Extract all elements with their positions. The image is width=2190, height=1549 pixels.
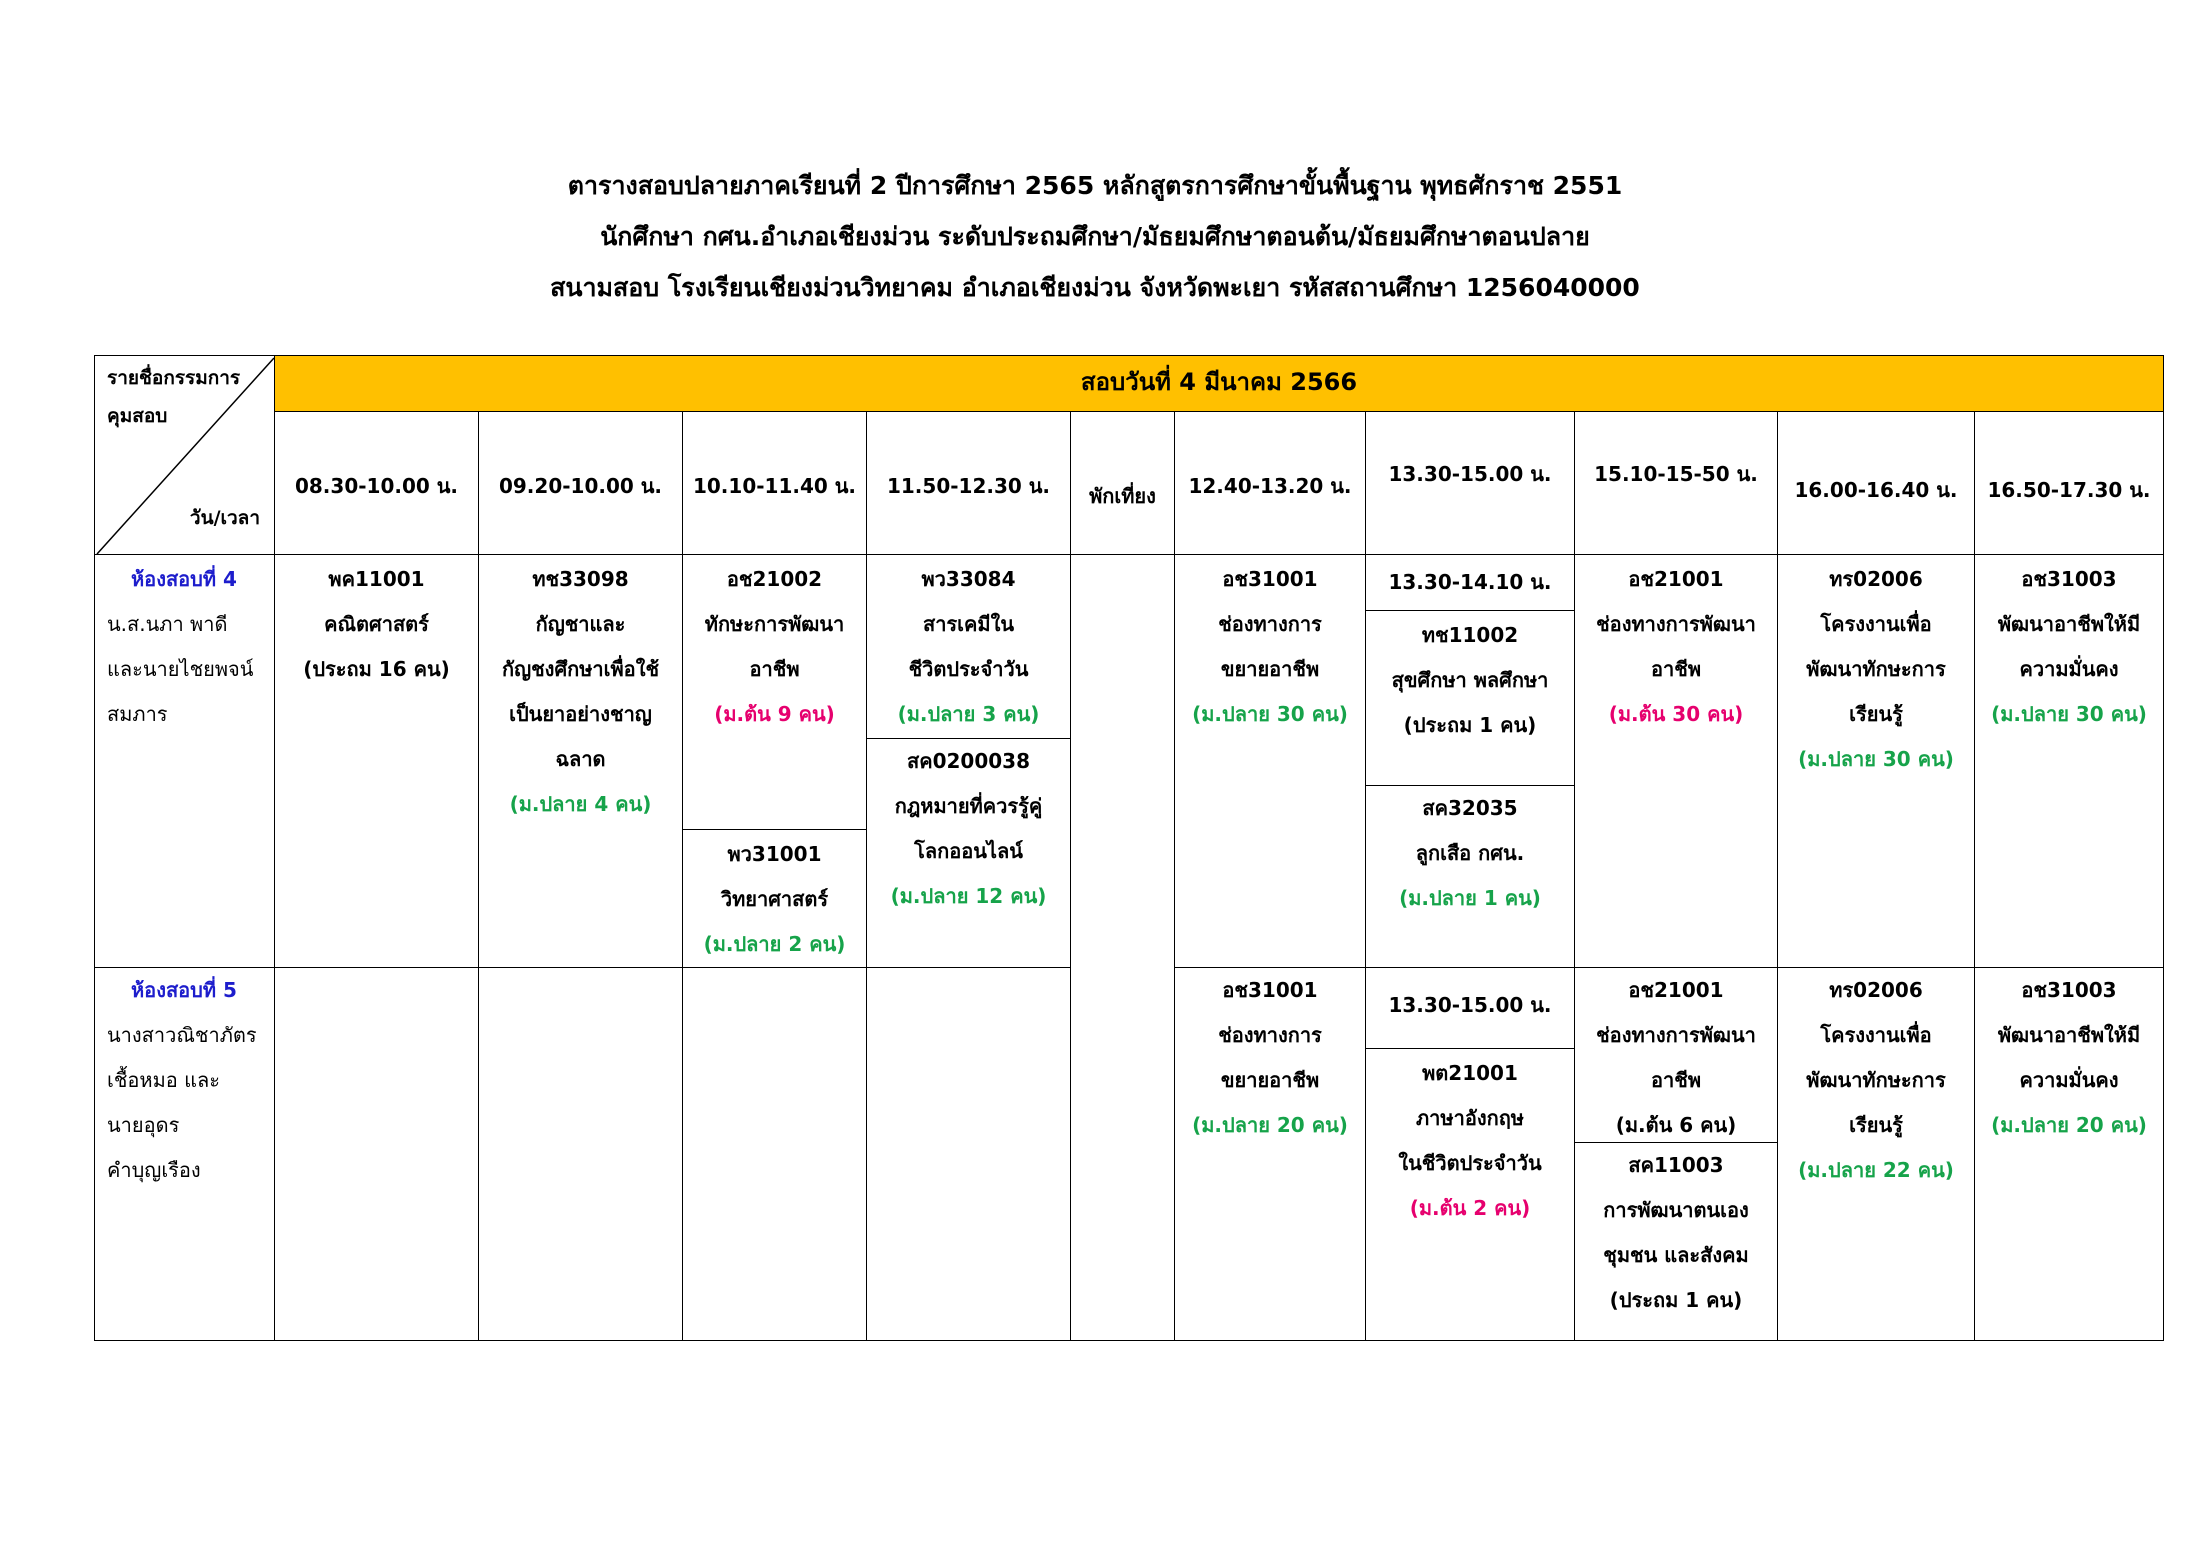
subject-name: อาชีพ [1651,657,1701,681]
student-count: (ม.ต้น 30 คน) [1608,702,1744,726]
time-header-1 [274,411,479,555]
subject-name: พัฒนาทักษะการ [1806,657,1946,681]
corner-label-committee-2: คุมสอบ [107,405,168,427]
student-count: (ม.ปลาย 30 คน) [1192,702,1348,726]
room-5-slot-4 [866,967,1071,1341]
student-count: (ม.ปลาย 1 คน) [1399,886,1541,910]
subject-code: อช31003 [2021,978,2117,1002]
room-5-slot-3 [682,967,867,1341]
room-4-slot-3a [682,554,867,830]
corner-label-committee: รายชื่อกรรมการ [107,367,241,389]
subject-code: อช31001 [1222,567,1318,591]
room-5-slot-1 [274,967,479,1341]
time-header-2 [478,411,683,555]
room-4-slot-3b [682,829,867,968]
room-4-committee-cell [94,554,275,968]
subject-code: อช31003 [2021,567,2117,591]
subject-code: พว31001 [727,842,822,866]
subject-name: ฉลาด [555,747,606,771]
subject-name: ความมั่นคง [2019,657,2119,681]
room-4-slot-8 [1574,554,1778,968]
subject-name: ชุมชน และสังคม [1603,1243,1749,1267]
room-4-name: ห้องสอบที่ 4 [131,567,237,591]
time-header-4 [866,411,1071,555]
subject-code: ทร02006 [1829,978,1923,1002]
title-line-2: นักศึกษา กศน.อำเภอเชียงม่วน ระดับประถมศึกษา/มัธยมศึกษาตอนต้น/มัธยมศึกษาตอนปลาย [600,222,1590,251]
student-count: (ม.ปลาย 30 คน) [1991,702,2147,726]
subject-code: ทร02006 [1829,567,1923,591]
room-5-name: ห้องสอบที่ 5 [131,978,237,1002]
room-4-slot-10 [1974,554,2164,968]
time-header-lunch [1070,411,1175,555]
subject-name: กฎหมายที่ควรรู้คู่ [894,794,1043,818]
room-5-slot-9 [1777,967,1975,1341]
subject-code: สค11003 [1628,1153,1724,1177]
corner-header-cell [94,355,275,555]
subject-code: พค11001 [328,567,425,591]
room-4-slot-4a [866,554,1071,739]
subject-code: อช21002 [726,567,823,591]
student-count: (ม.ต้น 6 คน) [1615,1113,1737,1137]
room-4-slot-7a [1365,610,1575,786]
student-count: (ประถม 1 คน) [1403,713,1537,737]
subject-name: ขยายอาชีพ [1220,657,1320,681]
title-line-3: สนามสอบ โรงเรียนเชียงม่วนวิทยาคม อำเภอเชียงม่วน จังหวัดพะเยา รหัสสถานศึกษา 1256040000 [550,273,1640,302]
time-header-9 [1777,411,1975,555]
subject-code: ทช33098 [532,567,629,591]
subject-name: วิทยาศาสตร์ [720,887,829,911]
time-header-8 [1574,411,1778,555]
student-count: (ม.ปลาย 3 คน) [897,702,1040,726]
room-4-slot-7-time [1365,554,1575,611]
time-header-6 [1174,411,1366,555]
room-5-slot-7-time [1365,967,1575,1049]
time-label: 09.20-10.00 น. [498,474,663,498]
lunch-break-column [1070,554,1175,1341]
room-4-slot-7b [1365,785,1575,968]
room-4-staff-line: สมภาร [107,702,168,726]
subject-name: ช่องทางการ [1218,1023,1322,1047]
subject-name: พัฒนาอาชีพให้มี [1997,1023,2141,1047]
subject-name: สารเคมีใน [922,612,1014,636]
student-count: (ม.ปลาย 20 คน) [1991,1113,2147,1137]
time-header-7 [1365,411,1575,555]
room-5-staff-line: นายอุดร [107,1113,180,1137]
time-label: 10.10-11.40 น. [692,474,857,498]
subject-code: อช21001 [1628,978,1724,1002]
subject-code: สค0200038 [907,749,1030,773]
time-label: 13.30-15.00 น. [1388,462,1552,486]
subject-name: เป็นยาอย่างชาญ [509,702,652,726]
subject-code: อช21001 [1628,567,1724,591]
subject-name: ในชีวิตประจำวัน [1398,1151,1542,1175]
room-5-slot-8b [1574,1142,1778,1341]
room-5-slot-7a [1365,1048,1575,1341]
subject-code: พต21001 [1422,1061,1518,1085]
time-label: 15.10-15-50 น. [1594,462,1758,486]
student-count: (ม.ปลาย 12 คน) [890,884,1047,908]
subject-name: ช่องทางการ [1218,612,1322,636]
subject-name: ลูกเสือ กศน. [1415,841,1525,865]
subject-code: อช31001 [1222,978,1318,1002]
room-5-committee-cell [94,967,275,1341]
subject-code: ทช11002 [1421,623,1519,647]
room-4-slot-2 [478,554,683,968]
student-count: (ม.ต้น 2 คน) [1409,1196,1531,1220]
room-5-staff-line: คำบุญเรือง [107,1158,201,1182]
subject-name: ขยายอาชีพ [1220,1068,1320,1092]
subject-name: ชีวิตประจำวัน [908,657,1029,681]
subject-name: การพัฒนาตนเอง [1603,1198,1749,1222]
subject-name: สุขศึกษา พลศึกษา [1391,668,1549,692]
subject-name: โลกออนไลน์ [914,839,1023,863]
student-count: (ม.ปลาย 30 คน) [1798,747,1954,771]
subject-name: อาชีพ [749,657,800,681]
subject-name: เรียนรู้ [1849,1113,1903,1137]
time-label: พักเที่ยง [1089,484,1156,508]
student-count: (ประถม 1 คน) [1609,1288,1743,1312]
time-label: 12.40-13.20 น. [1188,474,1352,498]
subject-code: พว33084 [921,567,1016,591]
room-5-slot-8a [1574,967,1778,1143]
date-banner [274,355,2164,412]
room-4-slot-9 [1777,554,1975,968]
room-4-staff-line: และนายไชยพจน์ [107,657,254,681]
subject-name: ภาษาอังกฤษ [1415,1106,1524,1130]
student-count: (ม.ปลาย 20 คน) [1192,1113,1348,1137]
subject-name: ความมั่นคง [2019,1068,2119,1092]
room-5-staff-line: นางสาวณิชาภัตร [107,1023,257,1047]
student-count: (ม.ปลาย 22 คน) [1798,1158,1954,1182]
time-label: 16.50-17.30 น. [1987,478,2151,502]
document-titles [0,160,2190,313]
subject-name: ช่องทางการพัฒนา [1596,1023,1756,1047]
room-4-staff-line: น.ส.นภา พาดี [107,612,228,636]
room-5-staff-line: เชื้อหมอ และ [107,1068,221,1092]
time-label: 11.50-12.30 น. [886,474,1051,498]
exam-schedule-table [94,355,2164,1341]
room-5-slot-6 [1174,967,1366,1341]
student-count: (ม.ปลาย 4 คน) [509,792,652,816]
date-banner-text: สอบวันที่ 4 มีนาคม 2566 [1080,368,1358,396]
subject-name: คณิตศาสตร์ [324,612,429,636]
room-5-slot-2 [478,967,683,1341]
subject-name: กัญชงศึกษาเพื่อใช้ [501,657,660,681]
subject-name: พัฒนาทักษะการ [1806,1068,1946,1092]
corner-label-date-time: วัน/เวลา [189,507,260,529]
room-4-slot-6 [1174,554,1366,968]
subject-name: โครงงานเพื่อ [1820,612,1932,636]
time-label: 08.30-10.00 น. [294,474,459,498]
title-line-1: ตารางสอบปลายภาคเรียนที่ 2 ปีการศึกษา 2565 หลักสูตรการศึกษาขั้นพื้นฐาน พุทธศักราช 2551 [567,171,1623,200]
time-header-3 [682,411,867,555]
time-label: 16.00-16.40 น. [1794,478,1958,502]
subject-name: พัฒนาอาชีพให้มี [1997,612,2141,636]
student-count: (ม.ต้น 9 คน) [714,702,835,726]
room-5-slot-10 [1974,967,2164,1341]
room-4-slot-4b [866,738,1071,968]
subject-name: ช่องทางการพัฒนา [1596,612,1756,636]
time-header-10 [1974,411,2164,555]
subject-name: อาชีพ [1651,1068,1701,1092]
student-count: (ม.ปลาย 2 คน) [703,932,846,956]
subject-name: โครงงานเพื่อ [1820,1023,1932,1047]
subject-code: สค32035 [1422,796,1518,820]
subject-name: ทักษะการพัฒนา [704,612,845,636]
subject-name: เรียนรู้ [1849,702,1903,726]
sub-time-label: 13.30-14.10 น. [1388,570,1552,594]
room-4-slot-1 [274,554,479,968]
subject-name: กัญชาและ [535,612,626,636]
sub-time-label: 13.30-15.00 น. [1388,993,1552,1017]
student-count: (ประถม 16 คน) [303,657,450,681]
